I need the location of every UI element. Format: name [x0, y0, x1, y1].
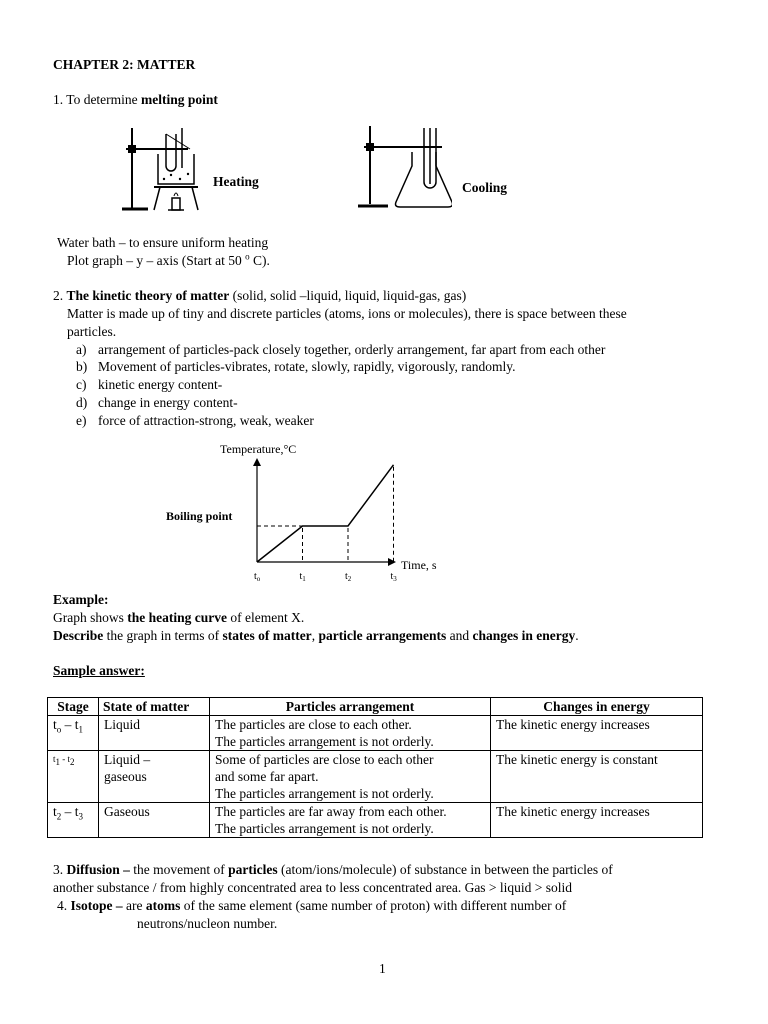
water-bath-note: Water bath – to ensure uniform heating	[57, 235, 269, 250]
table-row	[48, 716, 703, 751]
cooling-label: Cooling	[462, 180, 508, 195]
sample-answer-table	[47, 697, 703, 838]
arrangement-cell: The particles are far away from each other. The particles arrangement is not orderly.	[210, 803, 491, 838]
state-cell: Liquid	[99, 716, 210, 751]
list-item: a) arrangement of particles-pack closely together, orderly arrangement, far apart from each other	[76, 342, 606, 357]
list-item: b) Movement of particles-vibrates, rotate, slowly, rapidly, vigorously, randomly.	[76, 359, 516, 374]
x-tick-label: $t_3$	[390, 571, 397, 583]
y-axis-label: Temperature,°C	[220, 442, 297, 456]
column-header: Stage	[48, 698, 99, 716]
x-tick-label: $t_o$	[254, 571, 261, 583]
arrangement-cell: Some of particles are close to each other and some far apart. The particles arrangement is not orderly.	[210, 751, 491, 803]
section-3-diffusion-line2: another substance / from highly concentrated area to less concentrated area. Gas > liquid > solid	[53, 880, 573, 895]
table-header-row	[48, 698, 703, 716]
kinetic-theory-paragraph-line2: particles.	[67, 324, 117, 339]
section-4-isotope-line1: 4. Isotope – are atoms of the same element (same number of proton) with different number of	[57, 898, 567, 913]
heating-label: Heating	[213, 174, 259, 189]
stage-cell: $t_2 - t_3$	[48, 803, 99, 838]
stage-cell: $t_o - t_1$	[48, 716, 99, 751]
x-tick-label: $t_1$	[299, 571, 306, 583]
example-line-1: Graph shows the heating curve of element X.	[53, 610, 305, 625]
section-1-heading: 1. To determine melting point	[53, 92, 218, 107]
list-item: e) force of attraction-strong, weak, weaker	[76, 413, 314, 428]
heating-curve-line	[257, 465, 394, 562]
y-axis-arrow	[253, 458, 261, 466]
energy-cell: The kinetic energy increases	[491, 716, 703, 751]
column-header: Changes in energy	[491, 698, 703, 716]
cooling-apparatus-diagram	[352, 122, 452, 212]
energy-cell: The kinetic energy increases	[491, 803, 703, 838]
heating-curve-chart	[160, 436, 460, 592]
example-heading: Example:	[53, 592, 109, 607]
sample-answer-heading: Sample answer:	[53, 663, 145, 678]
table-row	[48, 751, 703, 803]
stage-cell: $t_1 - t_2$	[48, 751, 99, 803]
x-axis-label: Time, s	[401, 558, 437, 572]
kinetic-theory-paragraph-line1: Matter is made up of tiny and discrete particles (atoms, ions or molecules), there is space between these	[67, 306, 627, 321]
arrangement-cell: The particles are close to each other. The particles arrangement is not orderly.	[210, 716, 491, 751]
section-2-heading: 2. The kinetic theory of matter (solid, solid –liquid, liquid, liquid-gas, gas)	[53, 288, 467, 303]
section-4-isotope-line2: neutrons/nucleon number.	[137, 916, 278, 931]
list-item: d) change in energy content-	[76, 395, 238, 410]
list-item: c) kinetic energy content-	[76, 377, 223, 392]
chapter-title: CHAPTER 2: MATTER	[53, 57, 196, 72]
x-axis-arrow	[388, 558, 396, 566]
energy-cell: The kinetic energy is constant	[491, 751, 703, 803]
table-row	[48, 803, 703, 838]
heating-apparatus-diagram	[118, 124, 208, 214]
column-header: Particles arrangement	[210, 698, 491, 716]
section-3-diffusion-line1: 3. Diffusion – the movement of particles (atom/ions/molecule) of substance in between the particles of	[53, 862, 613, 877]
x-tick-label: $t_2$	[345, 571, 352, 583]
state-cell: Gaseous	[99, 803, 210, 838]
boiling-point-label: Boiling point	[166, 509, 233, 523]
example-line-2: Describe the graph in terms of states of matter, particle arrangements and changes in energy.	[53, 628, 579, 643]
state-cell: Liquid – gaseous	[99, 751, 210, 803]
plot-graph-note: Plot graph – y – axis (Start at 50 $^o$ C).	[67, 251, 270, 268]
column-header: State of matter	[99, 698, 210, 716]
page-number: 1	[379, 961, 386, 976]
